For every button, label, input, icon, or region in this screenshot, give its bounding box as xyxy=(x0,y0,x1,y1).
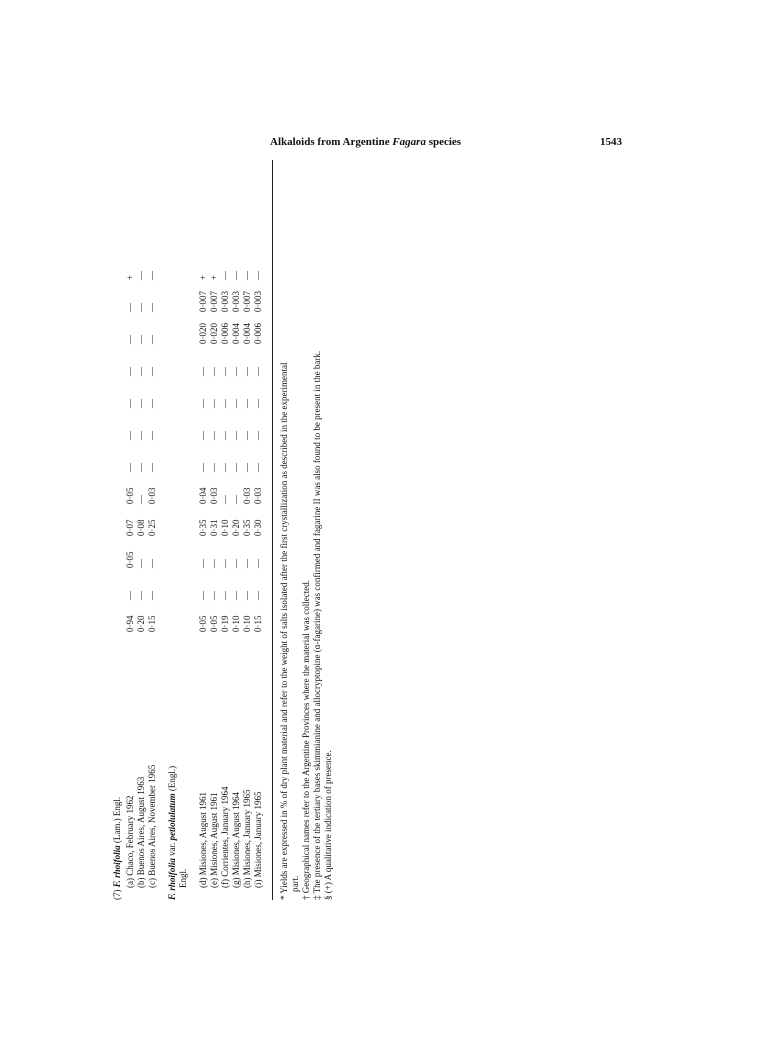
table-cell: — xyxy=(136,591,146,600)
table-cell: — xyxy=(209,399,219,408)
table-cell: — xyxy=(198,367,208,376)
table-cell: — xyxy=(198,463,208,472)
row-label: (c) Buenos Aires, November 1965 xyxy=(147,764,157,888)
table-cell: — xyxy=(209,431,219,440)
table-cell: 0·006 xyxy=(220,323,230,344)
table-cell: 0·15 xyxy=(147,615,157,632)
table-cell: — xyxy=(136,431,146,440)
table-cell: — xyxy=(147,591,157,600)
table-cell: — xyxy=(220,367,230,376)
table-cell: 0·03 xyxy=(147,487,157,504)
row-label: (a) Chaco, February 1962 xyxy=(125,795,135,888)
table-cell: — xyxy=(136,399,146,408)
table-cell: — xyxy=(231,591,241,600)
table-cell: 0·10 xyxy=(231,615,241,632)
table-cell: 0·07 xyxy=(125,519,135,536)
table-cell: 0·020 xyxy=(209,323,219,344)
table-cell: — xyxy=(242,271,252,280)
table-cell: — xyxy=(198,591,208,600)
table-cell: — xyxy=(125,335,135,344)
running-title: Alkaloids from Argentine Fagara species xyxy=(270,136,462,148)
table-cell: — xyxy=(253,271,263,280)
table-bottom-rule xyxy=(272,160,273,900)
table-cell: + xyxy=(198,274,208,280)
table-cell: — xyxy=(136,495,146,504)
table-cell: 0·30 xyxy=(253,519,263,536)
table-cell: — xyxy=(242,399,252,408)
table-cell: — xyxy=(198,559,208,568)
table-cell: — xyxy=(253,559,263,568)
table-cell: — xyxy=(209,367,219,376)
group-heading: F. rhoifolia var. petiolulatum (Engl.) xyxy=(167,765,177,900)
rotated-table-page xyxy=(112,160,382,900)
table-cell: — xyxy=(242,367,252,376)
table-cell: 0·03 xyxy=(253,487,263,504)
table-cell: — xyxy=(136,367,146,376)
table-cell: — xyxy=(220,431,230,440)
table-cell: 0·05 xyxy=(209,615,219,632)
table-cell: — xyxy=(231,559,241,568)
row-label: (i) Misiones, January 1965 xyxy=(253,791,263,888)
table-cell: 0·35 xyxy=(198,519,208,536)
table-cell: — xyxy=(231,367,241,376)
table-cell: — xyxy=(220,559,230,568)
table-cell: — xyxy=(220,399,230,408)
table-cell: — xyxy=(242,559,252,568)
table-cell: — xyxy=(220,463,230,472)
table-cell: — xyxy=(220,591,230,600)
table-cell: — xyxy=(136,271,146,280)
table-cell: — xyxy=(136,463,146,472)
table-cell: — xyxy=(147,303,157,312)
table-cell: — xyxy=(147,431,157,440)
table-cell: 0·15 xyxy=(253,615,263,632)
table-cell: — xyxy=(136,303,146,312)
table-cell: — xyxy=(231,495,241,504)
table-cell: 0·003 xyxy=(231,291,241,312)
table-cell: — xyxy=(125,431,135,440)
table-cell: — xyxy=(209,591,219,600)
table-cell: 0·10 xyxy=(220,519,230,536)
table-cell: 0·007 xyxy=(198,291,208,312)
table-cell: — xyxy=(147,367,157,376)
row-label: (f) Corrientes, January 1964 xyxy=(220,786,230,888)
table-cell: — xyxy=(136,335,146,344)
table-cell: — xyxy=(125,399,135,408)
row-label: (d) Misiones, August 1961 xyxy=(198,791,208,888)
table-cell: — xyxy=(209,559,219,568)
table-cell: — xyxy=(253,591,263,600)
table-cell: 0·003 xyxy=(253,291,263,312)
row-label: (e) Misiones, August 1961 xyxy=(209,792,219,888)
row-label: (g) Misiones, August 1964 xyxy=(231,791,241,888)
table-cell: — xyxy=(253,431,263,440)
table-cell: — xyxy=(136,559,146,568)
table-cell: — xyxy=(147,271,157,280)
footnote: * Yields are expressed in % of dry plant material and refer to the weight of salts isolated after the first crystallization as described in the experimental xyxy=(279,362,289,900)
table-cell: 0·20 xyxy=(231,519,241,536)
table-cell: — xyxy=(125,367,135,376)
page-number: 1543 xyxy=(600,136,622,148)
table-cell: 0·003 xyxy=(220,291,230,312)
row-label: (h) Misiones, January 1965 xyxy=(242,789,252,888)
table-cell: + xyxy=(125,274,135,280)
table-cell: — xyxy=(125,591,135,600)
table-cell: — xyxy=(253,367,263,376)
table-cell: — xyxy=(198,431,208,440)
table-cell: — xyxy=(209,463,219,472)
table-cell: — xyxy=(253,463,263,472)
table-cell: 0·31 xyxy=(209,519,219,536)
table-cell: 0·05 xyxy=(198,615,208,632)
table-cell: — xyxy=(198,399,208,408)
table-cell: 0·05 xyxy=(125,551,135,568)
table-cell: — xyxy=(242,431,252,440)
table-cell: — xyxy=(147,335,157,344)
table-cell: 0·006 xyxy=(253,323,263,344)
row-label: (b) Buenos Aires, August 1963 xyxy=(136,776,146,888)
table-cell: 0·03 xyxy=(209,487,219,504)
table-cell: — xyxy=(125,303,135,312)
table-cell: 0·19 xyxy=(220,615,230,632)
table-cell: 0·03 xyxy=(242,487,252,504)
group-heading-cont: Engl. xyxy=(178,868,188,888)
table-cell: 0·94 xyxy=(125,615,135,632)
table-cell: — xyxy=(242,463,252,472)
table-cell: — xyxy=(147,399,157,408)
table-cell: — xyxy=(231,399,241,408)
table-cell: 0·35 xyxy=(242,519,252,536)
table-cell: 0·10 xyxy=(242,615,252,632)
table-cell: — xyxy=(220,495,230,504)
table-cell: — xyxy=(147,559,157,568)
table-cell: — xyxy=(220,271,230,280)
table-cell: — xyxy=(231,431,241,440)
table-cell: — xyxy=(242,591,252,600)
table-cell: — xyxy=(125,463,135,472)
table-cell: 0·05 xyxy=(125,487,135,504)
footnote: § (+) A qualitative indication of presence. xyxy=(323,750,333,900)
footnote: ‡ The presence of the tertiary bases skimmianine and allocryptopine (α-fagarine) was confirmed and fagarine II was also found to be present in the bark. xyxy=(312,350,322,900)
footnote: † Geographical names refer to the Argentine Provinces where the material was collected. xyxy=(301,580,311,900)
table-cell: 0·004 xyxy=(242,323,252,344)
table-cell: + xyxy=(209,274,219,280)
table-cell: 0·007 xyxy=(209,291,219,312)
table-cell: 0·020 xyxy=(198,323,208,344)
table-cell: — xyxy=(231,463,241,472)
table-cell: 0·20 xyxy=(136,615,146,632)
table-cell: 0·08 xyxy=(136,519,146,536)
table-cell: 0·007 xyxy=(242,291,252,312)
table-cell: 0·04 xyxy=(198,487,208,504)
table-cell: — xyxy=(253,399,263,408)
running-header xyxy=(0,136,768,152)
group-heading: (7) F. rhoifolia (Lam.) Engl. xyxy=(112,796,122,900)
table-cell: — xyxy=(147,463,157,472)
table-cell: 0·25 xyxy=(147,519,157,536)
table-cell: — xyxy=(231,271,241,280)
footnote: part. xyxy=(290,875,300,892)
table-cell: 0·004 xyxy=(231,323,241,344)
